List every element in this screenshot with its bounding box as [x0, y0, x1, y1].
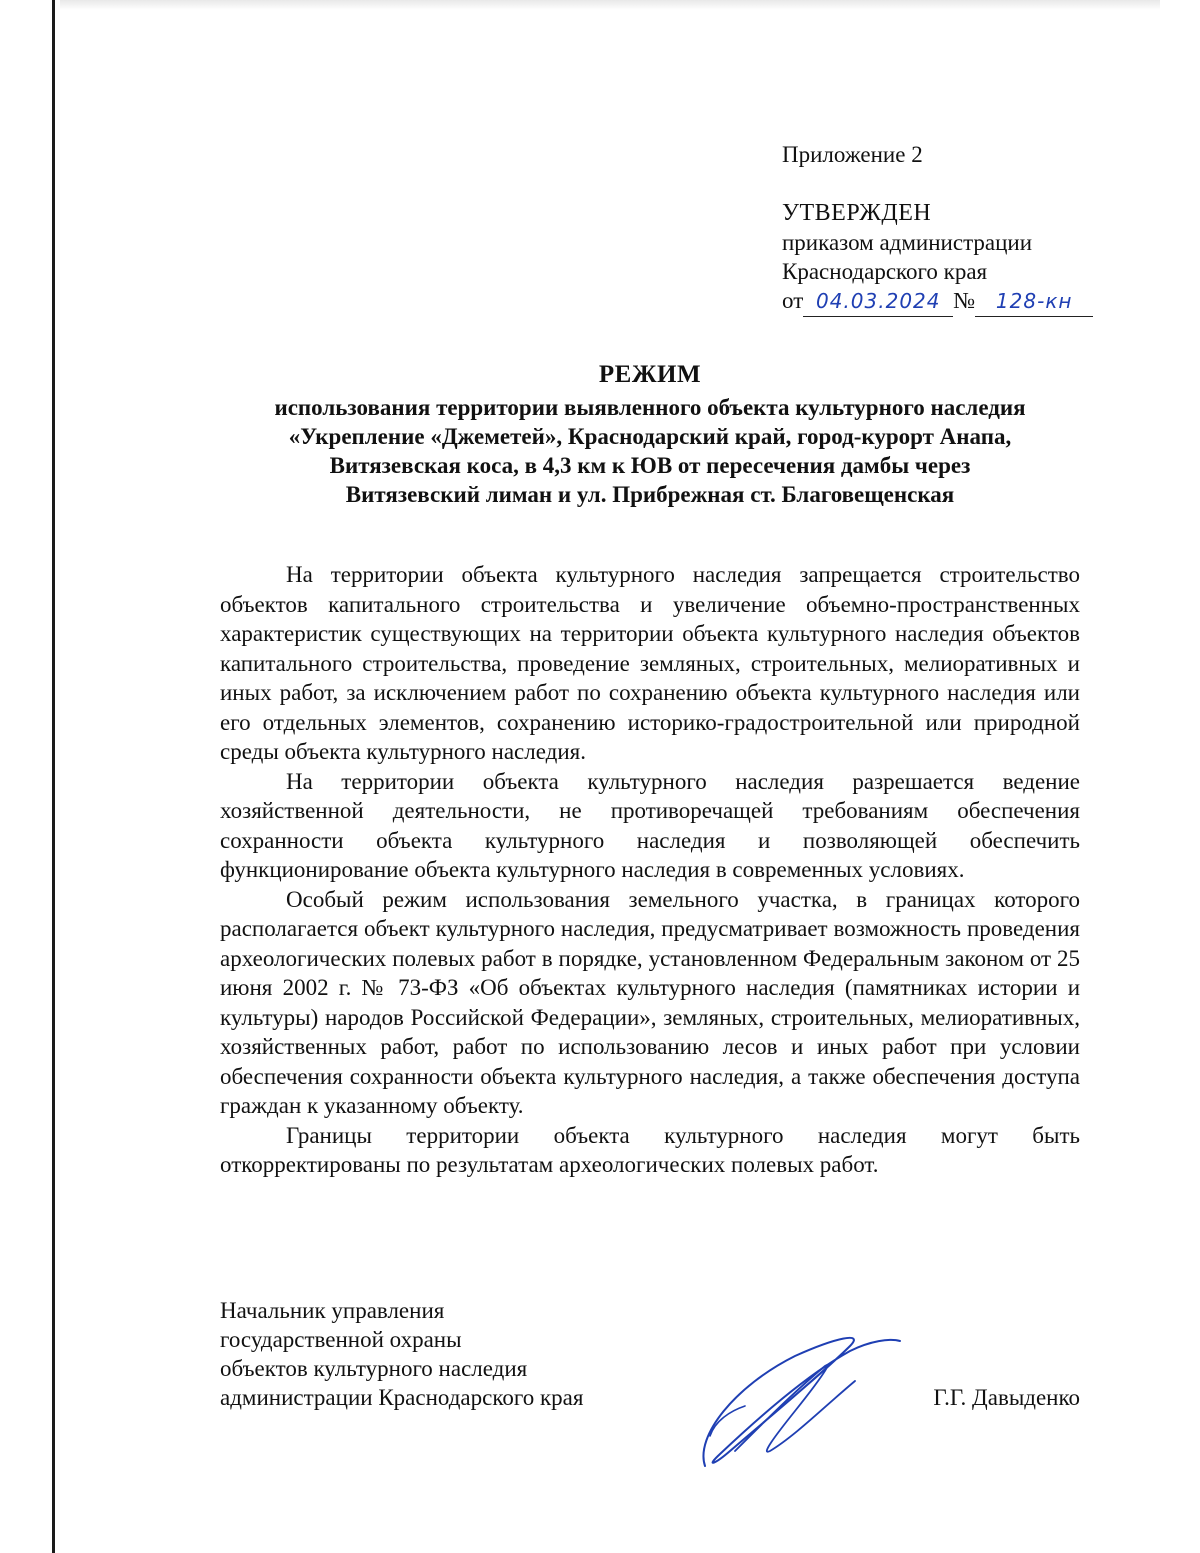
annex-label: Приложение 2 — [782, 142, 923, 167]
signatory-name: Г.Г. Давыденко — [933, 1385, 1080, 1410]
title-main: РЕЖИМ — [598, 361, 702, 388]
approved-label: УТВЕРЖДЕН — [782, 200, 932, 226]
handwritten-date: 04.03.2024 — [803, 287, 953, 317]
title-line-3: Витязевская коса, в 4,3 км к ЮВ от пересечения дамбы через — [329, 453, 971, 478]
handwritten-number: 128-кн — [975, 287, 1093, 317]
title-line-4: Витязевский лиман и ул. Прибрежная ст. Благовещенская — [345, 482, 955, 507]
signature-block — [220, 1296, 1080, 1466]
approval-line-1: приказом администрации — [782, 230, 1033, 255]
paragraph-1: На территории объекта культурного наследия запрещается строительство объектов капитального строительства и увеличение объемно-пространственных характеристик существующих на территории объекта культурного наследия объектов капитального строительства, проведение земляных, строительных, мелиоративных и иных работ, за исключением работ по сохранению объекта культурного наследия или его отдельных элементов, сохранению историко-градостроительной или природной среды объекта культурного наследия. — [220, 562, 1080, 764]
paragraph-2: На территории объекта культурного наследия разрешается ведение хозяйственной деятельности, не противоречащей требованиям обеспечения сохранности объекта культурного наследия и позволяющей обеспечить функционирование объекта культурного наследия в современных условиях. — [220, 768, 1080, 882]
signatory-position — [220, 1296, 660, 1412]
from-label: от — [782, 288, 804, 313]
title-line-1: использования территории выявленного объекта культурного наследия — [274, 395, 1026, 420]
number-label: № — [953, 288, 976, 313]
handwritten-signature-icon — [675, 1326, 915, 1476]
paragraph-3: Особый режим использования земельного участка, в границах которого располагается объект культурного наследия, предусматривает возможность проведения археологических полевых работ в порядке, установленном Федеральным законом от 25 июня 2002 г. № 73-ФЗ «Об объектах культурного наследия (памятниках истории и культуры) народов Российской Федерации», земляных, строительных, мелиоративных, хозяйственных работ, работ по использованию лесов и иных работ при условии обеспечения сохранности объекта культурного наследия, а также обеспечения доступа граждан к указанному объекту. — [220, 886, 1080, 1118]
position-line-1: Начальник управления — [220, 1298, 445, 1323]
title-line-2: «Укрепление «Джеметей», Краснодарский край, город-курорт Анапа, — [288, 424, 1012, 449]
approval-line-2: Краснодарского края — [782, 259, 988, 284]
document-title — [200, 360, 1100, 509]
scan-shadow — [60, 0, 1160, 10]
position-line-3: объектов культурного наследия — [220, 1356, 528, 1381]
document-body — [220, 560, 1080, 1180]
approval-block — [782, 140, 1142, 317]
position-line-4: администрации Краснодарского края — [220, 1385, 584, 1410]
scan-border — [52, 0, 55, 1553]
position-line-2: государственной охраны — [220, 1327, 462, 1352]
order-date-number — [782, 286, 1142, 317]
paragraph-4: Границы территории объекта культурного наследия могут быть откорректированы по результатам археологических полевых работ. — [220, 1122, 1080, 1177]
